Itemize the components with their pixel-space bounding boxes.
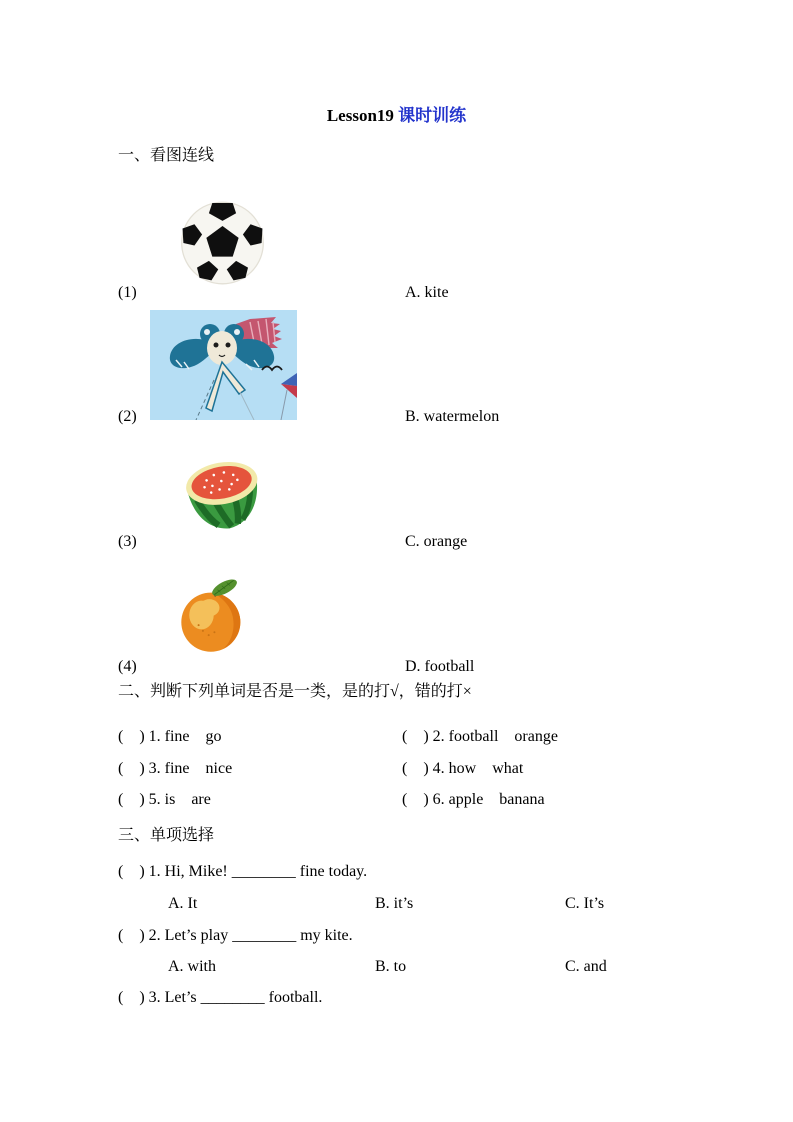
orange-image: [177, 576, 249, 654]
match-number-4: (4): [118, 658, 137, 675]
kite-image: [150, 310, 297, 420]
match-number-1: (1): [118, 284, 137, 301]
match-option-d: D. football: [405, 658, 475, 675]
section-match-heading: 一、看图连线: [118, 147, 215, 164]
choice-option-2c: C. and: [565, 958, 607, 975]
judge-item-2: ( ) 2. football orange: [402, 728, 558, 745]
judge-item-5: ( ) 5. is are: [118, 791, 211, 808]
section-judge-heading: 二、判断下列单词是否是一类，是的打√，错的打×: [118, 683, 472, 700]
match-option-c: C. orange: [405, 533, 468, 550]
choice-question-1: ( ) 1. Hi, Mike! ________ fine today.: [118, 863, 368, 880]
watermelon-image: [183, 447, 263, 534]
match-number-2: (2): [118, 408, 137, 425]
page-title: [0, 101, 793, 126]
title-zh: 课时训练: [398, 106, 467, 125]
match-number-3: (3): [118, 533, 137, 550]
section-choice-heading: 三、单项选择: [118, 827, 215, 844]
title-lesson: Lesson19: [326, 106, 394, 125]
choice-option-1a: A. It: [168, 895, 198, 912]
match-option-a: A. kite: [405, 284, 449, 301]
judge-item-1: ( ) 1. fine go: [118, 728, 222, 745]
judge-item-6: ( ) 6. apple banana: [402, 791, 545, 808]
football-image: [180, 199, 265, 287]
choice-option-2b: B. to: [375, 958, 407, 975]
choice-option-1b: B. it’s: [375, 895, 414, 912]
choice-option-1c: C. It’s: [565, 895, 605, 912]
choice-question-2: ( ) 2. Let’s play ________ my kite.: [118, 927, 353, 944]
judge-item-3: ( ) 3. fine nice: [118, 760, 233, 777]
choice-option-2a: A. with: [168, 958, 216, 975]
match-option-b: B. watermelon: [405, 408, 500, 425]
choice-question-3: ( ) 3. Let’s ________ football.: [118, 989, 323, 1006]
judge-item-4: ( ) 4. how what: [402, 760, 524, 777]
